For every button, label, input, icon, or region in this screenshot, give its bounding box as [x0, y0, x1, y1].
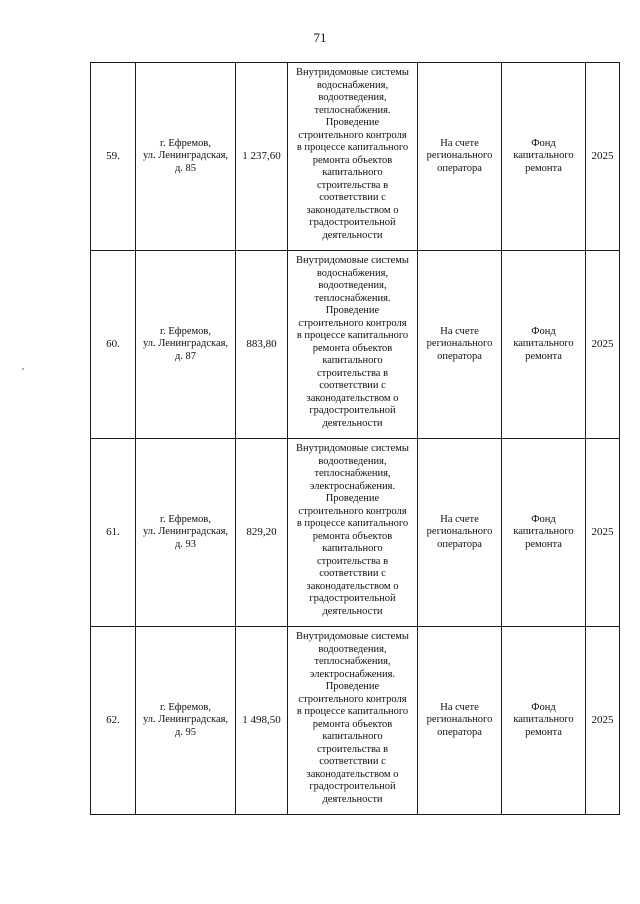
work-description-cell-line: теплоснабжения,	[314, 468, 391, 479]
work-description-cell-line: градостроительной	[309, 781, 396, 792]
account-cell	[418, 63, 502, 251]
work-description-cell-line: в процессе капитального	[296, 518, 409, 529]
address-cell-line: д. 87	[174, 350, 197, 362]
work-description-cell-line: деятельности	[322, 229, 383, 241]
fund-cell	[502, 63, 586, 251]
address-cell-line: д. 95	[174, 726, 197, 738]
table-row	[91, 251, 620, 439]
fund-cell-line: Фонд	[531, 513, 556, 525]
work-description-cell-line: водоотведения,	[318, 92, 387, 103]
work-description-cell-line: Проведение	[325, 493, 380, 504]
account-cell-line: оператора	[437, 350, 482, 362]
address-cell	[136, 63, 236, 251]
work-description-cell-line: Проведение	[325, 117, 380, 128]
fund-cell-line: ремонта	[525, 726, 562, 738]
address-cell-line: г. Ефремов,	[160, 137, 211, 149]
account-cell-line: регионального	[426, 526, 493, 538]
fund-cell	[502, 439, 586, 627]
work-description-cell-line: капитального	[322, 731, 383, 742]
account-cell-line: оператора	[437, 726, 482, 738]
work-description-cell-line: водоснабжения,	[316, 267, 389, 279]
address-cell-line: д. 85	[174, 162, 197, 174]
year-cell: 2025	[586, 251, 620, 439]
fund-cell-line: капитального	[513, 150, 574, 162]
work-description-cell-line: законодательством о	[306, 580, 399, 592]
work-description-cell-line: ремонта объектов	[312, 530, 393, 542]
work-description-cell-line: капитального	[322, 167, 383, 178]
work-description-cell-line: строительного контроля	[298, 129, 407, 141]
address-cell	[136, 627, 236, 815]
work-description-cell-line: соответствии с	[319, 568, 386, 579]
work-description-cell	[288, 627, 418, 815]
area-cell: 1 237,60	[236, 63, 288, 251]
work-description-cell	[288, 251, 418, 439]
work-description-cell-line: электроснабжения.	[309, 480, 396, 492]
work-description-cell-line: водоотведения,	[318, 643, 387, 655]
fund-cell	[502, 627, 586, 815]
year-cell: 2025	[586, 63, 620, 251]
row-number: 62.	[91, 627, 136, 815]
work-description-cell-line: строительства в	[316, 743, 389, 755]
work-description-cell-line: Внутридомовые системы	[296, 255, 409, 266]
year-cell: 2025	[586, 439, 620, 627]
row-number: 61.	[91, 439, 136, 627]
account-cell-line: На счете	[440, 137, 479, 149]
work-description-cell-line: электроснабжения.	[309, 668, 396, 680]
page-number: 71	[313, 30, 327, 45]
address-cell-line: ул. Ленинградская,	[142, 150, 229, 162]
work-description-cell-line: строительного контроля	[298, 505, 407, 517]
work-description-cell-line: градостроительной	[309, 593, 396, 604]
scan-speck	[22, 368, 24, 370]
work-description-cell-line: водоснабжения,	[316, 79, 389, 91]
account-cell-line: регионального	[426, 338, 493, 350]
work-description-cell-line: Внутридомовые системы	[296, 443, 409, 454]
work-description-cell-line: строительства в	[316, 555, 389, 567]
work-description-cell-line: капитального	[322, 355, 383, 366]
address-cell-line: г. Ефремов,	[160, 513, 211, 525]
work-description-cell-line: водоотведения,	[318, 280, 387, 291]
work-description-cell-line: градостроительной	[309, 217, 396, 228]
fund-cell-line: Фонд	[531, 701, 556, 713]
work-description-cell-line: деятельности	[322, 417, 383, 429]
work-description-cell-line: строительства в	[316, 179, 389, 191]
work-description-cell-line: в процессе капитального	[296, 142, 409, 153]
fund-cell	[502, 251, 586, 439]
year-cell: 2025	[586, 627, 620, 815]
table-row	[91, 627, 620, 815]
work-description-cell-line: деятельности	[322, 793, 383, 805]
work-description-cell-line: соответствии с	[319, 756, 386, 767]
account-cell-line: На счете	[440, 325, 479, 337]
work-description-cell-line: законодательством о	[306, 768, 399, 780]
work-description-cell-line: теплоснабжения.	[314, 104, 391, 116]
work-description-cell-line: теплоснабжения.	[314, 292, 391, 304]
work-description-cell-line: законодательством о	[306, 204, 399, 216]
work-description-cell-line: ремонта объектов	[312, 718, 393, 730]
account-cell	[418, 627, 502, 815]
address-cell-line: ул. Ленинградская,	[142, 526, 229, 538]
address-cell-line: г. Ефремов,	[160, 325, 211, 337]
work-description-cell-line: капитального	[322, 543, 383, 554]
account-cell-line: регионального	[426, 150, 493, 162]
account-cell-line: регионального	[426, 714, 493, 726]
repair-schedule-table	[90, 62, 620, 815]
address-cell-line: ул. Ленинградская,	[142, 338, 229, 350]
work-description-cell-line: деятельности	[322, 605, 383, 617]
account-cell	[418, 251, 502, 439]
row-number: 59.	[91, 63, 136, 251]
address-cell	[136, 251, 236, 439]
fund-cell-line: капитального	[513, 338, 574, 350]
work-description-cell-line: градостроительной	[309, 405, 396, 416]
work-description-cell-line: строительства в	[316, 367, 389, 379]
fund-cell-line: Фонд	[531, 325, 556, 337]
table-row	[91, 63, 620, 251]
fund-cell-line: Фонд	[531, 137, 556, 149]
fund-cell-line: капитального	[513, 526, 574, 538]
account-cell-line: оператора	[437, 538, 482, 550]
work-description-cell-line: ремонта объектов	[312, 342, 393, 354]
address-cell-line: г. Ефремов,	[160, 701, 211, 713]
fund-cell-line: капитального	[513, 714, 574, 726]
work-description-cell-line: соответствии с	[319, 380, 386, 391]
table-row	[91, 439, 620, 627]
work-description-cell-line: в процессе капитального	[296, 330, 409, 341]
area-cell: 1 498,50	[236, 627, 288, 815]
work-description-cell-line: ремонта объектов	[312, 154, 393, 166]
address-cell-line: ул. Ленинградская,	[142, 714, 229, 726]
work-description-cell-line: теплоснабжения,	[314, 656, 391, 667]
work-description-cell-line: Проведение	[325, 681, 380, 692]
account-cell-line: оператора	[437, 162, 482, 174]
work-description-cell-line: строительного контроля	[298, 693, 407, 705]
account-cell-line: На счете	[440, 701, 479, 713]
work-description-cell-line: Проведение	[325, 305, 380, 316]
fund-cell-line: ремонта	[525, 538, 562, 550]
row-number: 60.	[91, 251, 136, 439]
address-cell-line: д. 93	[174, 538, 197, 550]
account-cell-line: На счете	[440, 513, 479, 525]
work-description-cell-line: законодательством о	[306, 392, 399, 404]
table-body	[91, 63, 620, 815]
account-cell	[418, 439, 502, 627]
work-description-cell	[288, 63, 418, 251]
fund-cell-line: ремонта	[525, 350, 562, 362]
area-cell: 829,20	[236, 439, 288, 627]
address-cell	[136, 439, 236, 627]
work-description-cell-line: в процессе капитального	[296, 706, 409, 717]
work-description-cell	[288, 439, 418, 627]
fund-cell-line: ремонта	[525, 162, 562, 174]
work-description-cell-line: соответствии с	[319, 192, 386, 203]
area-cell: 883,80	[236, 251, 288, 439]
work-description-cell-line: Внутридомовые системы	[296, 67, 409, 78]
work-description-cell-line: водоотведения,	[318, 455, 387, 467]
work-description-cell-line: Внутридомовые системы	[296, 631, 409, 642]
work-description-cell-line: строительного контроля	[298, 317, 407, 329]
